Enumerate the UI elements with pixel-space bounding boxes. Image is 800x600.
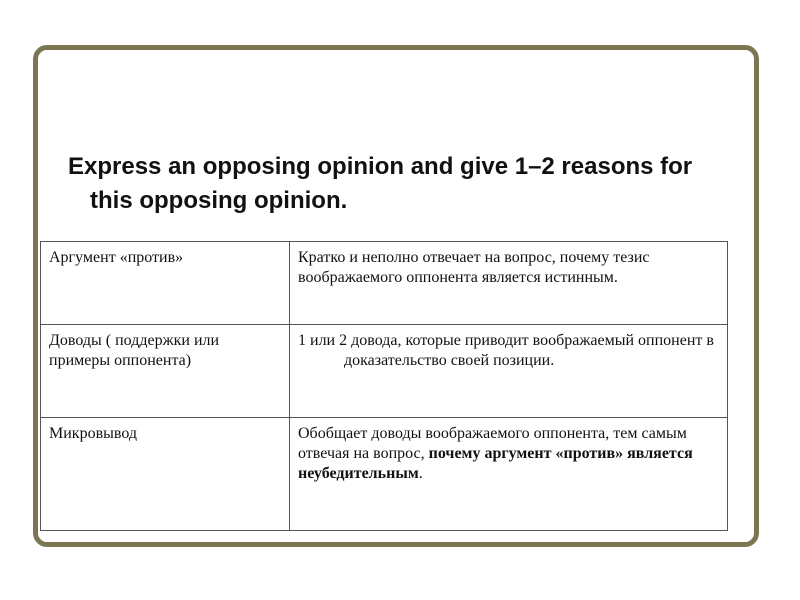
criteria-table — [40, 241, 728, 531]
row-text-bold: почему аргумент «против» является неубедительным — [298, 445, 693, 482]
row-label: Микровывод — [41, 418, 290, 531]
row-label: Доводы ( поддержки или примеры оппонента) — [41, 325, 290, 418]
slide-heading: Express an opposing opinion and give 1–2 reasons for this opposing opinion. — [68, 153, 693, 214]
table-row — [41, 325, 728, 418]
row-text: Кратко и неполно отвечает на вопрос, почему тезис воображаемого оппонента является истинным. — [290, 242, 728, 325]
row-text: 1 или 2 довода, которые приводит воображаемый оппонент в доказательство своей позиции. — [290, 325, 728, 418]
table-row — [41, 242, 728, 325]
table-row — [41, 418, 728, 531]
row-text — [290, 418, 728, 531]
row-text-end: . — [418, 465, 423, 482]
row-text-plain: Обобщает доводы воображаемого оппонента, тем самым отвечая на вопрос, — [298, 425, 687, 462]
row-label: Аргумент «против» — [41, 242, 290, 325]
